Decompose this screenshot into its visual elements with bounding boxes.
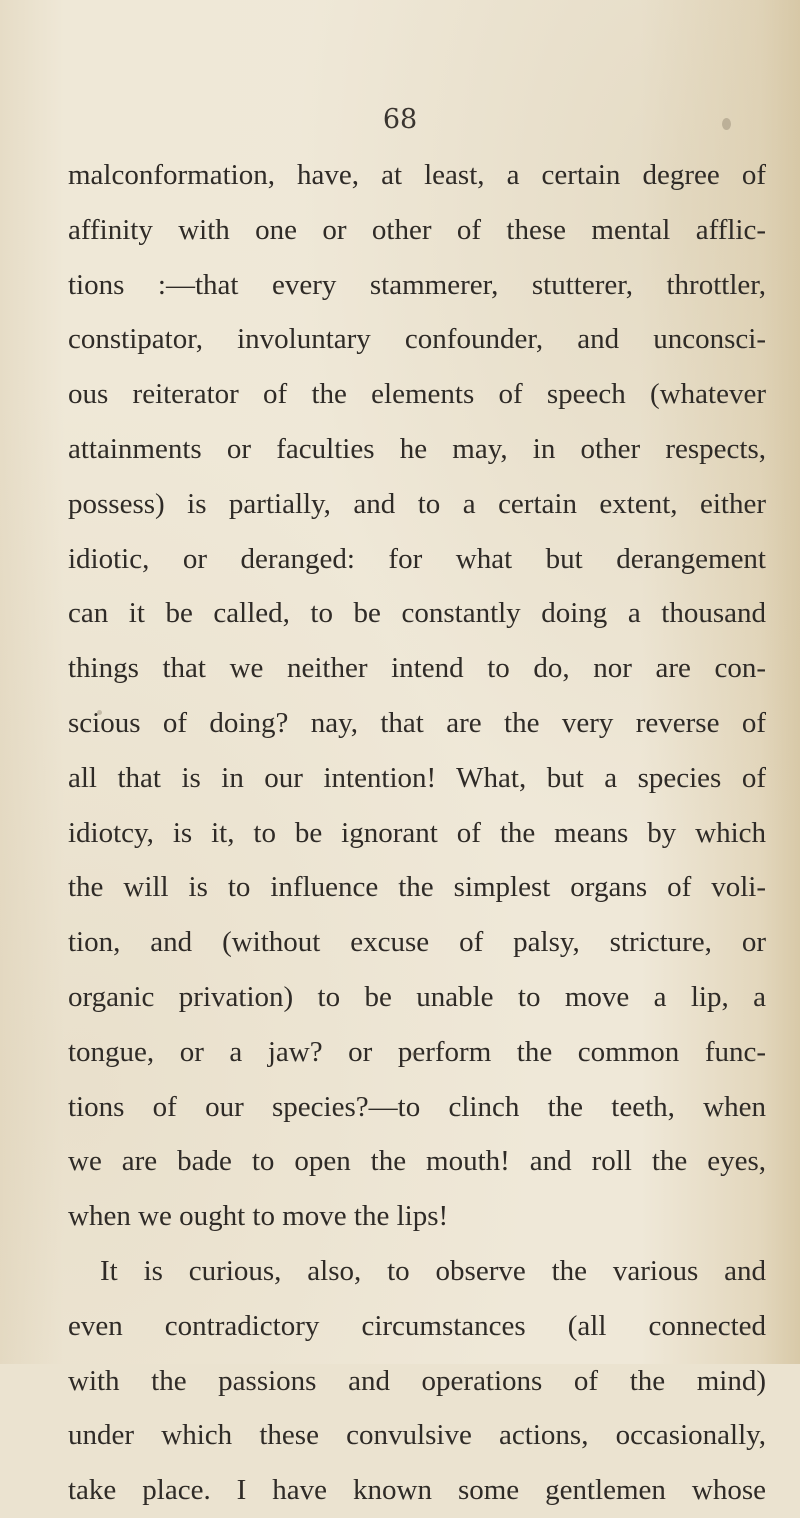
text-line: malconformation, have, at least, a certain degree of xyxy=(68,159,766,191)
text-line: It is curious, also, to observe the various and xyxy=(100,1254,766,1287)
text-line: possess) is partially, and to a certain extent, either xyxy=(68,487,766,520)
text-line: the will is to influence the simplest organs of voli- xyxy=(68,871,766,904)
paper-blemish xyxy=(412,1052,416,1056)
paper-blemish xyxy=(97,710,102,715)
text-line: ous reiterator of the elements of speech (whatever xyxy=(68,378,766,411)
text-line: constipator, involuntary confounder, and unconsci- xyxy=(68,323,766,356)
text-line: idiotcy, is it, to be ignorant of the means by which xyxy=(68,816,766,849)
text-line: can it be called, to be constantly doing a thousand xyxy=(68,597,766,630)
text-line: we are bade to open the mouth! and roll the eyes, xyxy=(68,1145,766,1178)
text-line: things that we neither intend to do, nor are con- xyxy=(68,652,766,685)
page-number: 68 xyxy=(382,104,418,135)
text-line: under which these convulsive actions, occasionally, xyxy=(68,1419,766,1452)
text-line: scious of doing? nay, that are the very reverse of xyxy=(68,706,766,739)
body-text xyxy=(68,148,766,1518)
text-line: even contradictory circumstances (all connected xyxy=(68,1309,766,1342)
text-line: tion, and (without excuse of palsy, stricture, or xyxy=(68,926,766,959)
text-line: tions of our species?—to clinch the teeth, when xyxy=(68,1090,766,1123)
text-line: organic privation) to be unable to move a lip, a xyxy=(68,980,766,1013)
text-line: idiotic, or deranged: for what but derangement xyxy=(68,542,766,575)
text-line: take place. I have known some gentlemen whose xyxy=(68,1474,766,1507)
text-line: when we ought to move the lips! xyxy=(68,1200,449,1233)
text-line: attainments or faculties he may, in other respects, xyxy=(68,432,766,465)
text-line: tongue, or a jaw? or perform the common func- xyxy=(68,1035,766,1068)
text-line: all that is in our intention! What, but a species of xyxy=(68,761,766,794)
text-line: affinity with one or other of these mental afflic- xyxy=(68,213,766,246)
text-line: tions :—that every stammerer, stutterer, throttler, xyxy=(68,268,766,301)
text-line: with the passions and operations of the mind) xyxy=(68,1364,766,1397)
paper-blemish xyxy=(722,118,731,130)
